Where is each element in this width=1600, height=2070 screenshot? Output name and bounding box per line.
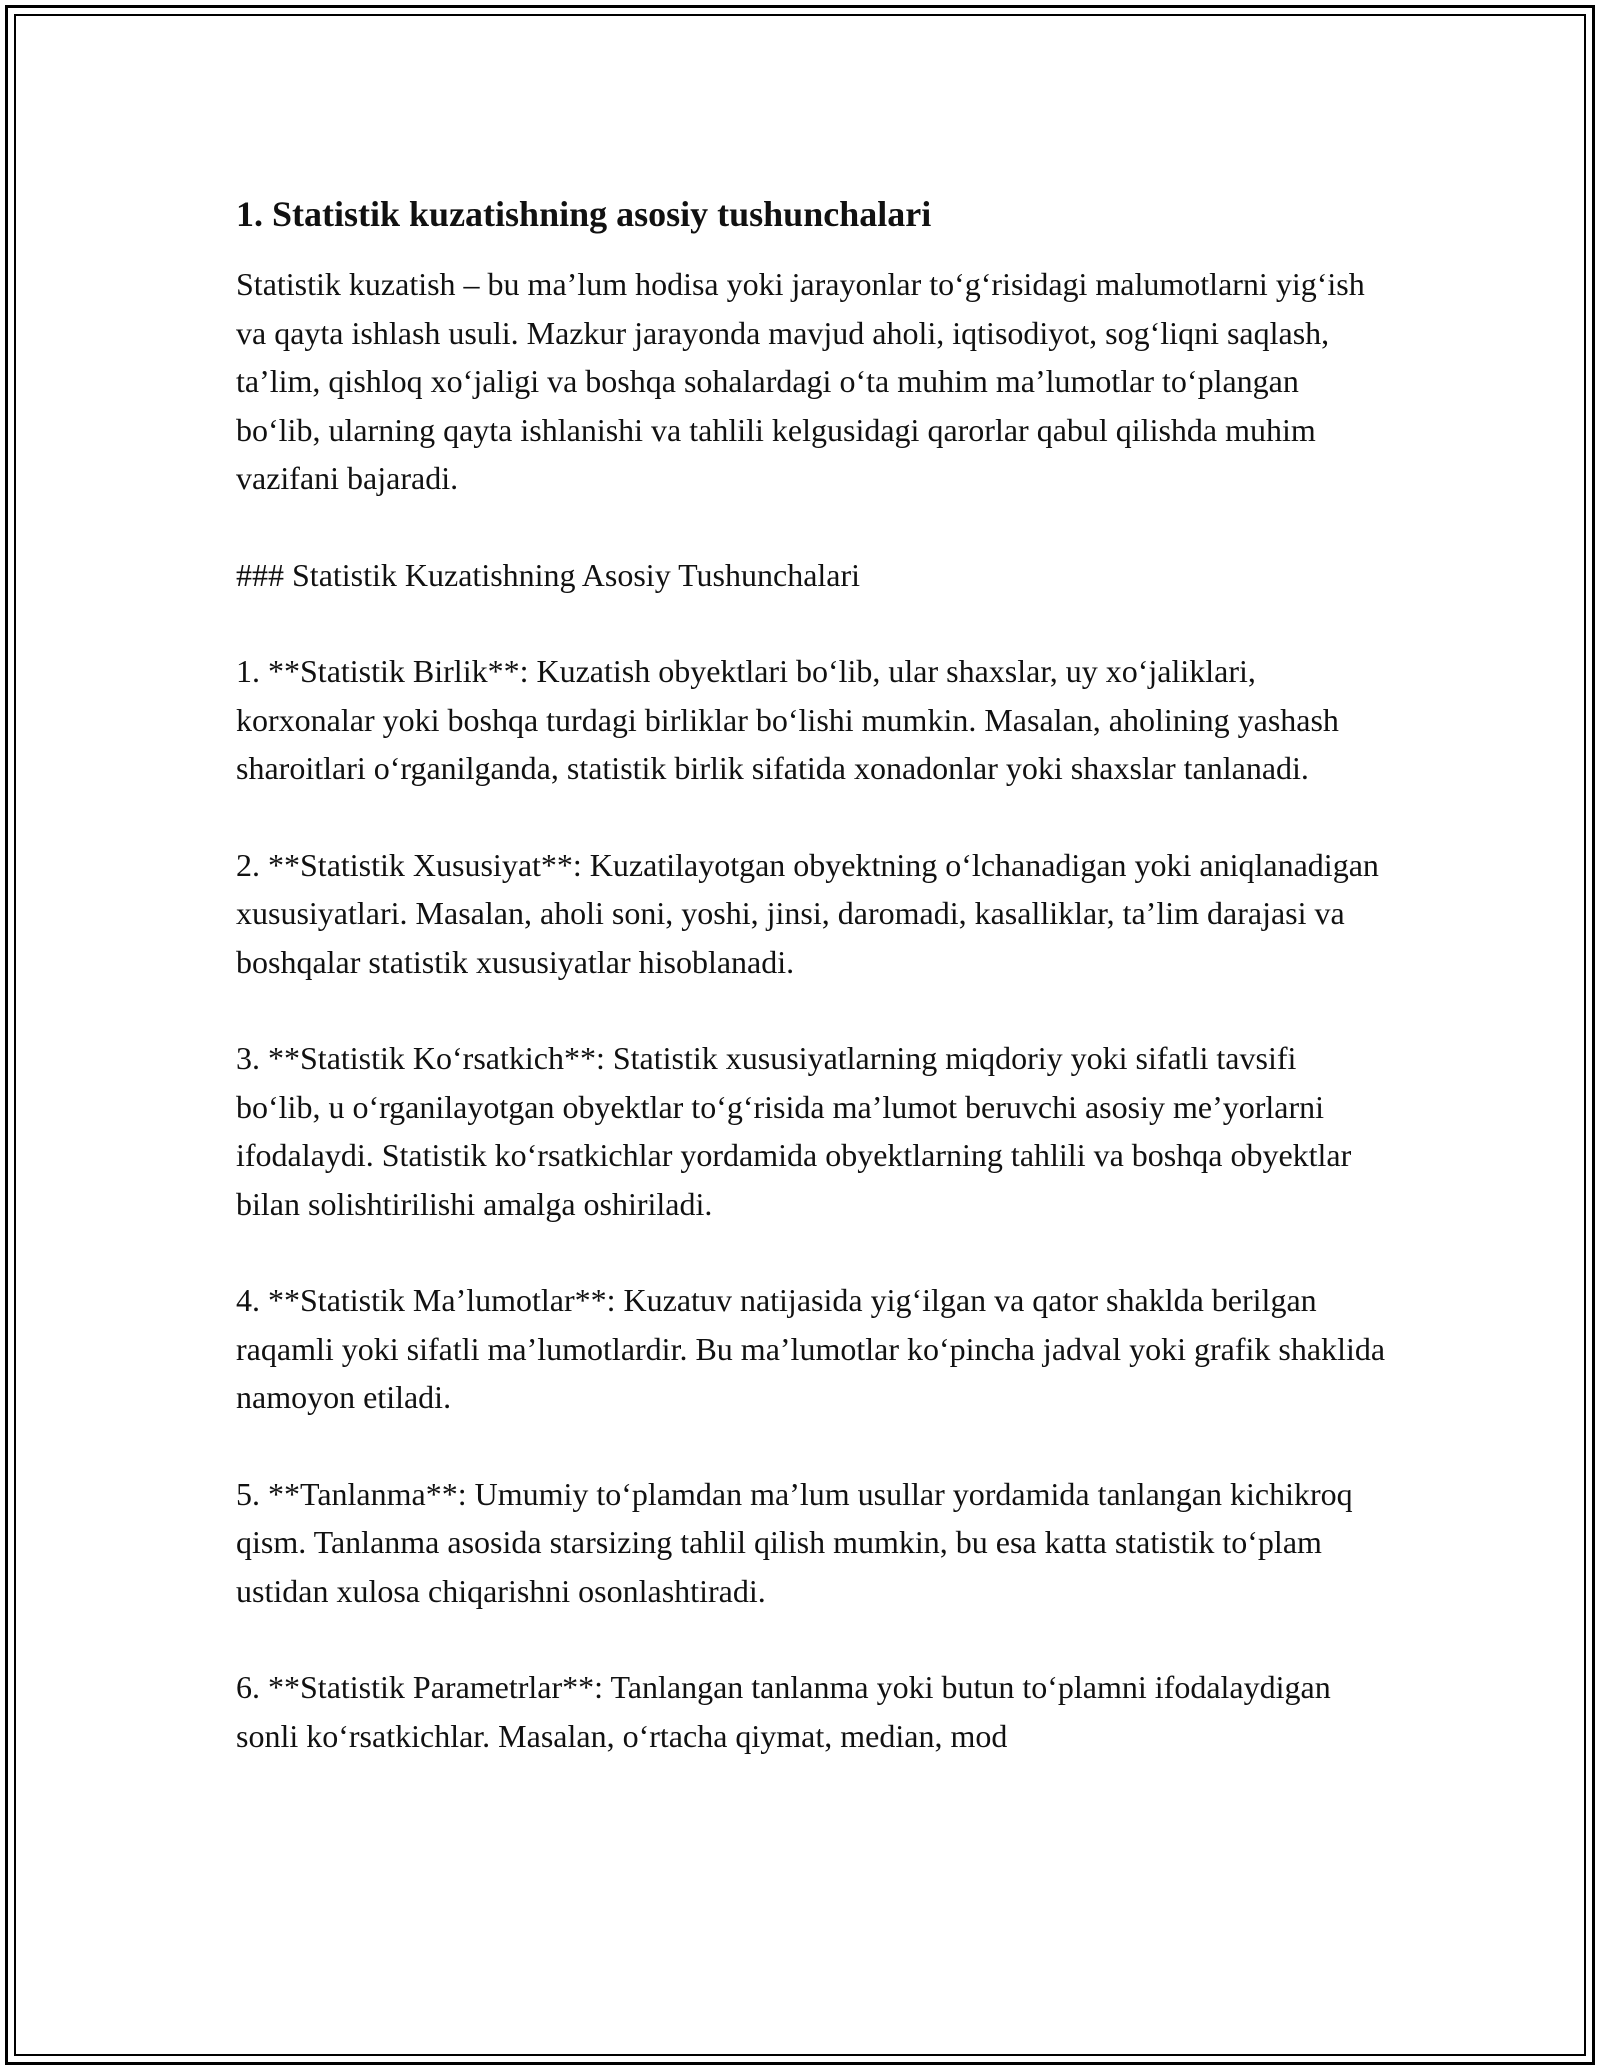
section-heading: 1. Statistik kuzatishning asosiy tushunchalari: [236, 194, 932, 234]
subheading-paragraph: ### Statistik Kuzatishning Asosiy Tushunchalari: [236, 556, 861, 593]
list-item-statistik-xususiyat: 2. **Statistik Xususiyat**: Kuzatilayotgan obyektning o‘lchanadigan yoki aniqlanadigan xususiyatlari. Masalan, aholi soni, yoshi, jinsi, daromadi, kasalliklar, ta’lim darajasi va boshqalar statistik xususiyatlar hisoblanadi.: [236, 846, 1379, 980]
list-item-statistik-birlik: 1. **Statistik Birlik**: Kuzatish obyektlari bo‘lib, ular shaxslar, uy xo‘jaliklari, korxonalar yoki boshqa turdagi birliklar bo‘lishi mumkin. Masalan, aholining yashash sharoitlari o‘rganilganda, statistik birlik sifatida xonadonlar yoki shaxslar tanlanadi.: [236, 653, 1339, 786]
list-item-statistik-korsatkich: 3. **Statistik Ko‘rsatkich**: Statistik xususiyatlarning miqdoriy yoki sifatli tavsifi bo‘lib, u o‘rganilayotgan obyektlar to‘g‘risida ma’lumot beruvchi asosiy me’yorlarni ifodalaydi. Statistik ko‘rsatkichlar yordamida obyektlarning tahlili va boshqa obyektlar bilan solishtirilishi amalga oshiriladi.: [236, 1040, 1352, 1222]
list-item-statistik-parametrlar: 6. **Statistik Parametrlar**: Tanlangan tanlanma yoki butun to‘plamni ifodalaydigan sonli ko‘rsatkichlar. Masalan, o‘rtacha qiymat, median, mod: [236, 1669, 1331, 1754]
document-body: [236, 190, 1386, 1808]
intro-paragraph: Statistik kuzatish – bu ma’lum hodisa yoki jarayonlar to‘g‘risidagi malumotlarni yig‘ish va qayta ishlash usuli. Mazkur jarayonda mavjud aholi, iqtisodiyot, sog‘liqni saqlash, ta’lim, qishloq xo‘jaligi va boshqa sohalardagi o‘ta muhim ma’lumotlar to‘plangan bo‘lib, ularning qayta ishlanishi va tahlili kelgusidagi qarorlar qabul qilishda muhim vazifani bajaradi.: [236, 266, 1365, 496]
list-item-tanlanma: 5. **Tanlanma**: Umumiy to‘plamdan ma’lum usullar yordamida tanlangan kichikroq qism. Tanlanma asosida starsizing tahlil qilish mumkin, bu esa katta statistik to‘plam ustidan xulosa chiqarishni osonlashtiradi.: [236, 1475, 1353, 1609]
list-item-statistik-malumotlar: 4. **Statistik Ma’lumotlar**: Kuzatuv natijasida yig‘ilgan va qator shaklda berilgan raqamli yoki sifatli ma’lumotlardir. Bu ma’lumotlar ko‘pincha jadval yoki grafik shaklida namoyon etiladi.: [236, 1282, 1386, 1415]
